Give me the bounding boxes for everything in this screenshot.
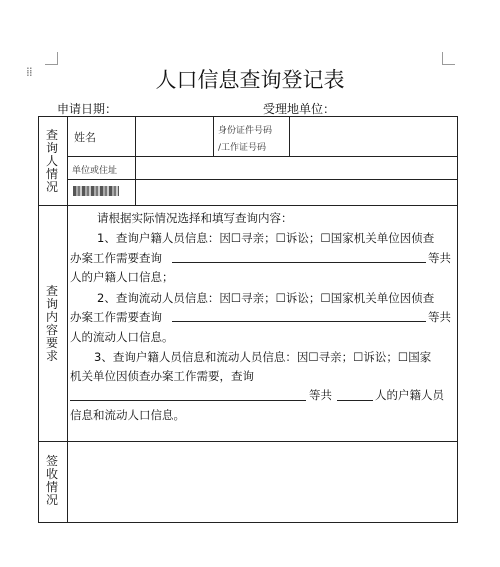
item2-line2-prefix: 办案工作需要查询 xyxy=(70,310,162,324)
inquirer-row-divider xyxy=(67,179,458,180)
id-label-line2: /工作证号码 xyxy=(218,143,267,153)
unit-address-label: 单位或住址 xyxy=(72,166,118,176)
item3-line4: 信息和流动人口信息。 xyxy=(70,408,185,422)
row-divider xyxy=(38,441,458,442)
label-column-divider xyxy=(67,116,68,523)
page-title: 人口信息查询登记表 xyxy=(155,68,345,92)
item3-line1: 3、查询户籍人员信息和流动人员信息：因☐寻亲；☐诉讼；☐国家 xyxy=(94,350,432,364)
item1-line1: 1、查询户籍人员信息：因☐寻亲；☐诉讼；☐国家机关单位因侦查 xyxy=(97,231,435,245)
item2-line1: 2、查询流动人员信息：因☐寻亲；☐诉讼；☐国家机关单位因侦查 xyxy=(97,291,435,305)
drag-handle-icon[interactable]: ⁞⁞ xyxy=(26,65,32,79)
item1-line2-prefix: 办案工作需要查询 xyxy=(70,251,162,265)
row-divider xyxy=(38,205,458,206)
item3-line3-suffix: 人的户籍人员 xyxy=(375,388,444,402)
item1-line3: 人的户籍人口信息； xyxy=(70,270,174,284)
unit-address-field[interactable] xyxy=(138,159,454,177)
inquirer-col-divider xyxy=(289,116,290,156)
redacted-label xyxy=(73,186,119,196)
section-label-signoff: 签收情况 xyxy=(45,454,58,507)
item2-line2-suffix: 等共 xyxy=(428,310,451,324)
accept-unit-label: 受理地单位： xyxy=(263,102,336,116)
inquirer-row-divider xyxy=(67,156,458,157)
id-number-field[interactable] xyxy=(292,120,454,153)
content-intro: 请根据实际情况选择和填写查询内容： xyxy=(97,211,293,225)
apply-date-label: 申请日期： xyxy=(57,102,118,116)
section-label-inquirer: 查询人情况 xyxy=(45,128,58,194)
item3-query-blank[interactable] xyxy=(70,400,306,401)
item1-query-blank[interactable] xyxy=(172,262,426,263)
item3-line3-mid: 等共 xyxy=(309,388,332,402)
inquirer-col-divider xyxy=(135,116,136,205)
item2-query-blank[interactable] xyxy=(172,321,426,322)
inquirer-col-divider xyxy=(213,116,214,156)
signoff-field[interactable] xyxy=(70,445,454,519)
id-label-line1: 身份证件号码 xyxy=(218,126,273,136)
item1-line2-suffix: 等共 xyxy=(428,251,451,265)
item3-line2: 机关单位因侦查办案工作需要，查询 xyxy=(70,369,254,383)
redacted-field[interactable] xyxy=(138,182,454,202)
name-label: 姓名 xyxy=(74,131,96,144)
name-field[interactable] xyxy=(138,120,210,153)
item3-count-blank[interactable] xyxy=(337,400,373,401)
section-label-content: 查询内容要求 xyxy=(45,284,58,363)
item2-line3: 人的流动人口信息。 xyxy=(70,330,174,344)
